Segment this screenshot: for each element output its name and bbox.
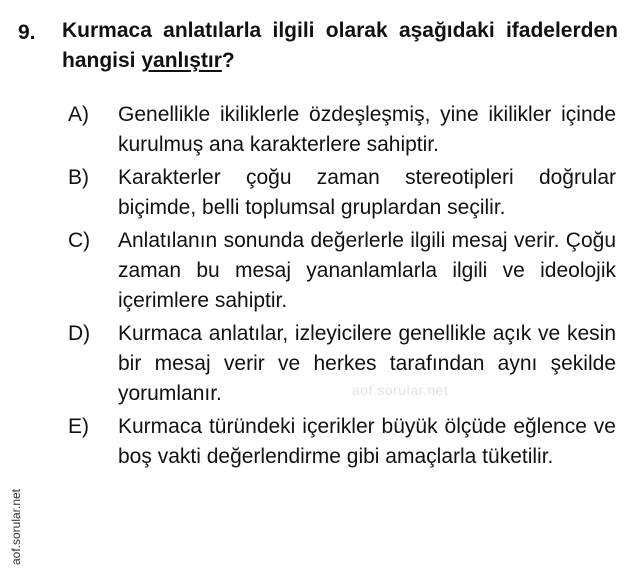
option-a[interactable]	[68, 100, 616, 160]
watermark-center: aof.sorular.net	[352, 382, 449, 398]
option-d[interactable]	[68, 319, 616, 409]
option-text: Karakterler çoğu zaman stereotipleri doğrular biçimde, belli toplumsal gruplardan seçilir.	[118, 166, 616, 219]
question	[18, 16, 618, 76]
option-e[interactable]	[68, 412, 616, 472]
option-text: Anlatılanın sonunda değerlerle ilgili mesaj verir. Çoğu zaman bu mesaj yananlamlarla ilgili ve ideolojik içerimlere sahiptir.	[118, 229, 616, 312]
option-letter: A)	[68, 103, 89, 126]
question-text	[62, 16, 618, 76]
answer-options	[68, 100, 616, 475]
option-letter: B)	[68, 166, 89, 189]
question-emphasis: yanlıştır	[141, 49, 222, 72]
option-letter: D)	[68, 322, 91, 345]
question-text-after: ?	[221, 49, 235, 72]
option-letter: E)	[68, 415, 89, 438]
watermark-side: aof.sorular.net	[9, 488, 23, 566]
option-b[interactable]	[68, 163, 616, 223]
option-text: Kurmaca türündeki içerikler büyük ölçüde eğlence ve boş vakti değerlendirme gibi amaçlarla tüketilir.	[118, 415, 616, 468]
question-number: 9.	[18, 21, 36, 44]
option-text: Kurmaca anlatılar, izleyicilere genellikle açık ve kesin bir mesaj verir ve herkes tarafından aynı şekilde yorumlanır.	[118, 322, 616, 405]
option-c[interactable]	[68, 226, 616, 316]
question-text-before: Kurmaca anlatılarla ilgili olarak aşağıdaki ifadelerden hangisi	[62, 19, 618, 72]
option-text: Genellikle ikiliklerle özdeşleşmiş, yine ikilikler içinde kurulmuş ana karakterlere sahiptir.	[118, 103, 616, 156]
option-letter: C)	[68, 229, 91, 252]
